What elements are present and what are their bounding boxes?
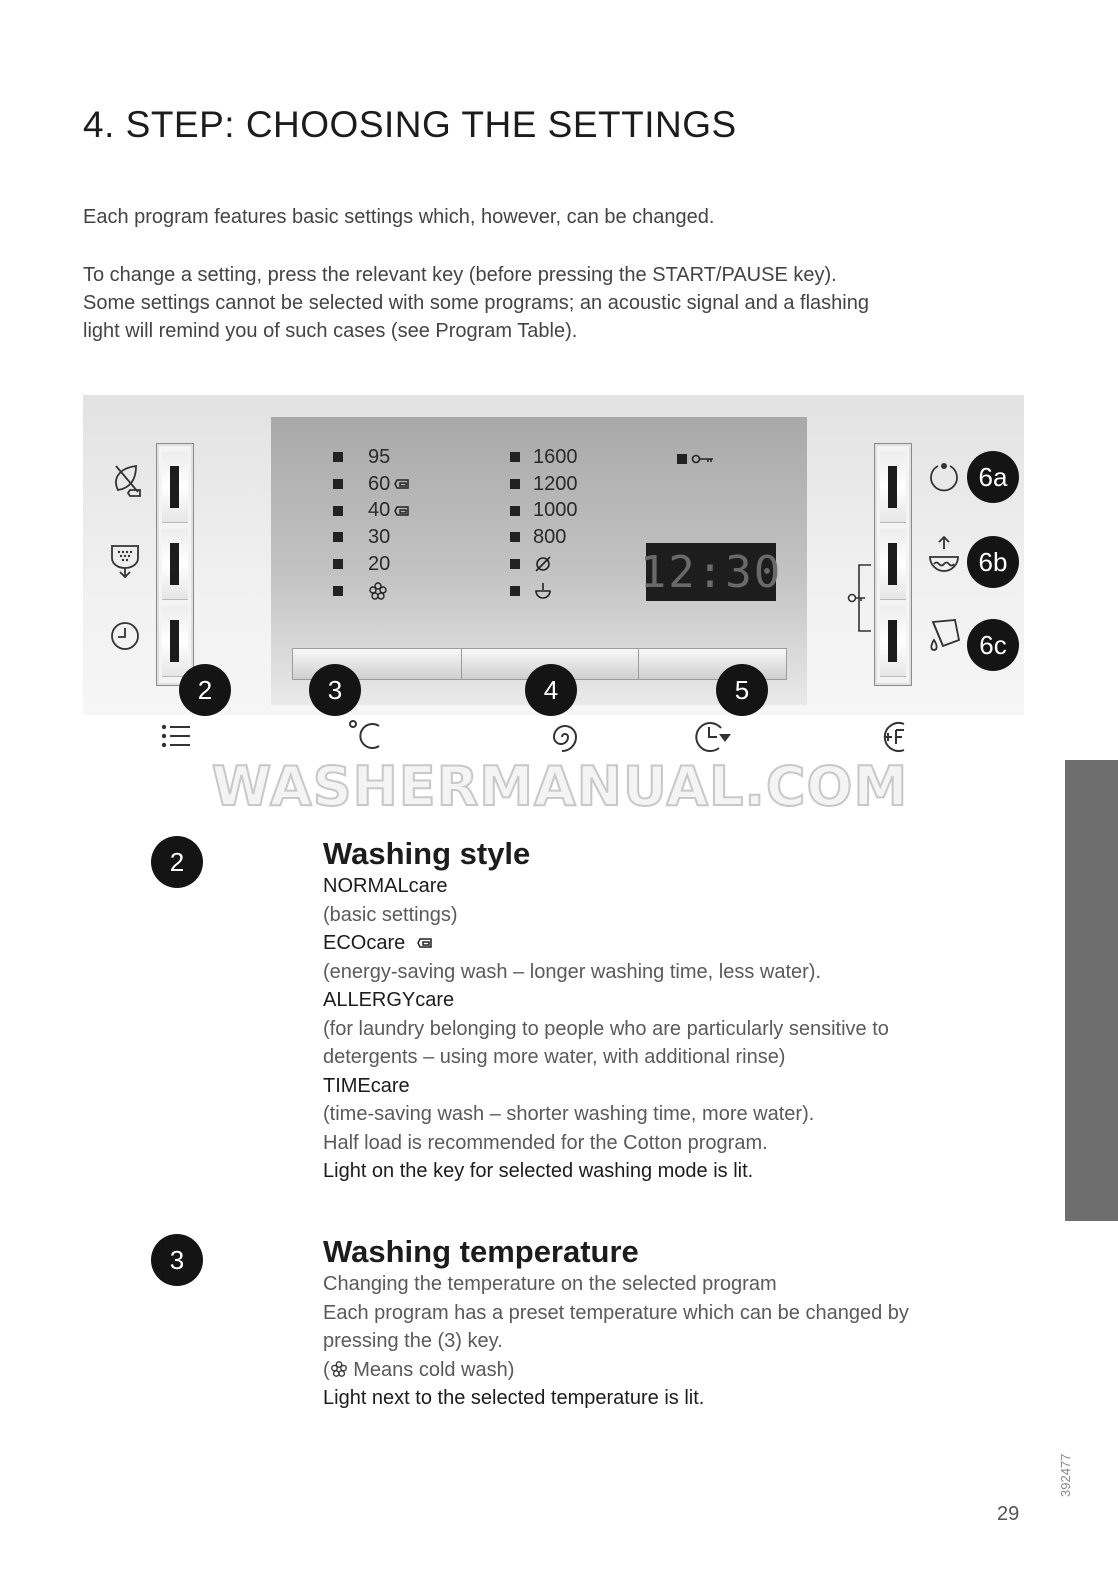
start-pause-key[interactable] [880,452,906,523]
allergy-care-key[interactable] [162,529,188,600]
time-care-label: TIMEcare [323,1074,410,1097]
time-care-desc: (time-saving wash – shorter washing time, more water). [323,1103,815,1125]
section-2-title: Washing style [323,836,531,871]
temperature-row [333,497,410,524]
intro-paragraph-1: Each program features basic settings which, however, can be changed. [83,206,715,228]
badge-6b: 6b [967,536,1019,588]
temperature-value: 20 [368,552,391,575]
start-pause-icon [928,461,960,493]
temperature-list [333,444,410,604]
allergy-care-icon [108,540,142,578]
temperature-row [333,551,410,578]
temperature-desc-1: Changing the temperature on the selected program [323,1273,777,1295]
child-lock-bracket [845,563,873,633]
eco-icon [417,937,433,949]
soak-key[interactable] [880,606,906,677]
temperature-value: 30 [368,525,391,548]
page-title: 4. STEP: CHOOSING THE SETTINGS [83,104,737,145]
spin-row [510,497,578,524]
spin-list [510,444,578,604]
time-display-value: 12:30 [639,546,783,598]
badge-3: 3 [309,664,361,716]
normal-care-desc: (basic settings) [323,903,458,926]
temperature-row [333,471,410,498]
temperature-icon [348,718,384,754]
badge-5: 5 [716,664,768,716]
spin-row [510,524,578,551]
soak-icon [925,616,963,654]
temperature-desc-3: pressing the (3) key. [323,1330,503,1352]
spin-value: 1600 [533,445,578,468]
eco-care-desc: (energy-saving wash – longer washing time, less water). [323,960,821,983]
temperature-value: 60 [368,472,391,495]
allergy-care-desc-2: detergents – using more water, with additional rinse) [323,1046,786,1068]
extra-rinse-icon [927,535,961,575]
clock-icon [109,620,141,652]
eco-icon [394,505,410,517]
badge-6c: 6c [967,619,1019,671]
half-load-note: Half load is recommended for the Cotton program. [323,1131,768,1154]
temperature-desc-2: Each program has a preset temperature which can be changed by [323,1301,909,1324]
right-key-strip [874,443,912,686]
sidebar-section-tab [1065,760,1118,1221]
badge-2: 2 [179,664,231,716]
eco-care-line [323,929,1023,958]
spin-row [510,577,578,604]
cold-wash-note-open: ( [323,1358,330,1381]
eco-care-label: ECOcare [323,932,406,954]
time-care-key[interactable] [162,606,188,677]
section-2-body [323,872,1023,1186]
normal-care-label: NORMALcare [323,875,448,897]
cold-wash-note [323,1356,1023,1385]
spin-value: 800 [533,525,567,548]
cold-wash-icon [368,581,388,601]
cold-wash-icon [330,1360,348,1378]
page-number: 29 [997,1503,1020,1525]
intro-paragraph-2-line-3: light will remind you of such cases (see Program Table). [83,320,578,342]
list-icon [160,722,192,750]
document-code: 392477 [1058,1453,1073,1497]
time-display [639,543,783,601]
section-2-badge: 2 [151,836,203,888]
left-key-strip [156,443,194,686]
eco-care-icon [110,462,144,498]
temperature-row [333,524,410,551]
allergy-care-label: ALLERGYcare [323,989,455,1011]
temperature-value: 40 [368,499,391,522]
intro-paragraph-2-line-2: Some settings cannot be selected with some programs; an acoustic signal and a flashing [83,292,869,314]
delay-start-icon [693,720,731,754]
badge-4: 4 [525,664,577,716]
rinse-hold-icon [533,581,553,601]
allergy-care-desc-1: (for laundry belonging to people who are particularly sensitive to [323,1017,889,1040]
spin-row [510,551,578,578]
temperature-row [333,444,410,471]
spin-icon [548,720,582,754]
selected-mode-note: Light on the key for selected washing mode is lit. [323,1160,754,1182]
spin-value: 1200 [533,472,578,495]
intro-paragraph-2-line-1: To change a setting, press the relevant key (before pressing the START/PAUSE key). [83,264,837,286]
delay-start-key[interactable] [638,648,787,680]
temperature-row [333,577,410,604]
section-3-body [323,1270,1023,1413]
spin-row [510,444,578,471]
extra-rinse-key[interactable] [880,529,906,600]
selected-temperature-note: Light next to the selected temperature is lit. [323,1387,705,1409]
temperature-value: 95 [368,445,391,468]
extra-function-icon [876,720,912,754]
section-3-title: Washing temperature [323,1234,639,1269]
cold-wash-note-text: Means cold wash) [347,1358,515,1381]
spin-value: 1000 [533,499,578,522]
eco-icon [394,478,410,490]
no-spin-icon [533,554,553,574]
key-lock-indicator [677,452,717,466]
badge-6a: 6a [967,451,1019,503]
spin-row [510,471,578,498]
normal-care-key[interactable] [162,452,188,523]
section-3-badge: 3 [151,1234,203,1286]
watermark: WASHERMANUAL.COM [211,755,909,818]
